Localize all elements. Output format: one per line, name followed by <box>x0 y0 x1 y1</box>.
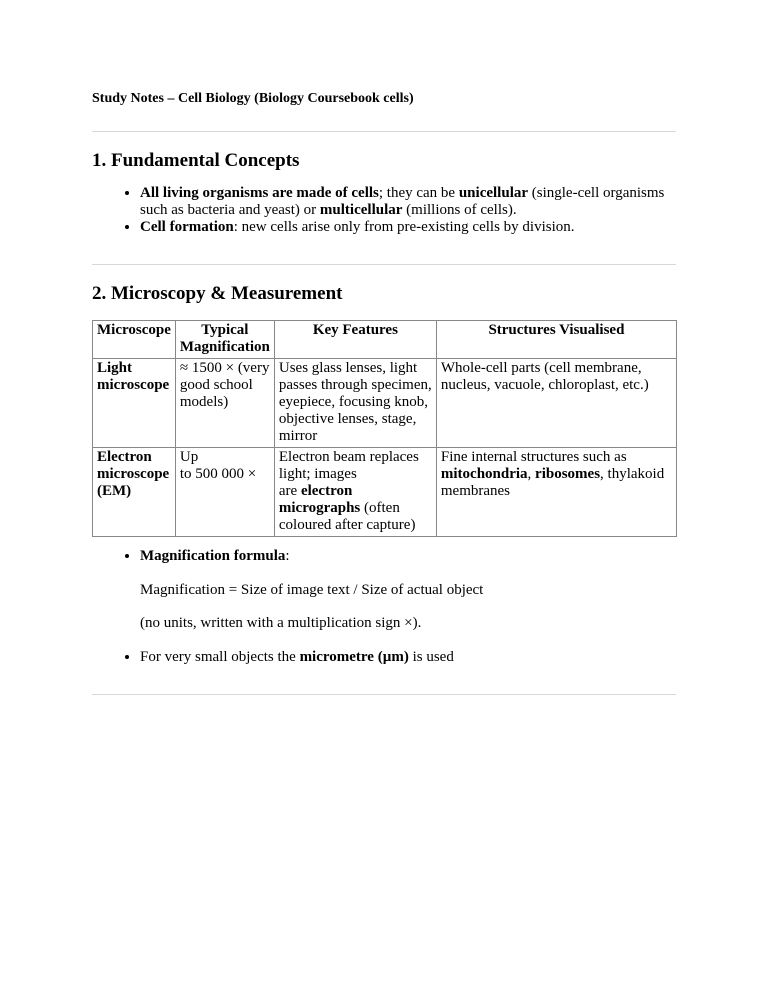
table-cell: Electron microscope (EM) <box>93 448 176 537</box>
table-cell <box>436 448 676 537</box>
section-heading-fundamentals: 1. Fundamental Concepts <box>92 150 300 171</box>
table-row <box>93 448 677 537</box>
text: ; they can be <box>378 185 459 201</box>
table-cell: Uses glass lenses, light passes through specimen, eyepiece, focusing knob, objective lenses, stage, mirror <box>274 359 436 448</box>
list-item <box>140 548 680 565</box>
bold-text: multicellular <box>319 202 403 218</box>
text: are <box>278 483 301 499</box>
magnification-formula: Magnification = Size of image text / Size of actual object <box>140 582 484 598</box>
bold-text: Cell formation <box>140 219 234 235</box>
list-item <box>140 649 680 666</box>
list-item <box>140 219 680 236</box>
table-cell: ≈ 1500 × (very good school models) <box>175 359 274 448</box>
column-header: Structures Visualised <box>436 321 676 359</box>
text: : <box>285 548 290 564</box>
divider <box>92 264 676 265</box>
text: is used <box>408 649 454 665</box>
text: , <box>527 466 536 482</box>
text: to 500 000 × <box>179 466 257 482</box>
bold-text: unicellular <box>458 185 529 201</box>
list-item <box>140 185 680 219</box>
divider <box>92 694 676 695</box>
table-cell <box>175 448 274 537</box>
column-header: Typical Magnification <box>175 321 274 359</box>
formula-note: (no units, written with a multiplication sign ×). <box>140 615 422 631</box>
table-cell: Whole-cell parts (cell membrane, nucleus, vacuole, chloroplast, etc.) <box>436 359 676 448</box>
column-header: Key Features <box>274 321 436 359</box>
bold-text: ribosomes <box>535 466 601 482</box>
text: (millions of cells). <box>402 202 517 218</box>
text: : new cells arise only from pre-existing cells by division. <box>233 219 575 235</box>
bold-text: electron micrographs <box>278 483 361 516</box>
section-heading-microscopy: 2. Microscopy & Measurement <box>92 283 343 304</box>
fundamentals-list <box>92 185 680 236</box>
measurement-list-1 <box>92 548 680 565</box>
table-row <box>93 359 677 448</box>
table-header-row <box>93 321 677 359</box>
bold-text: Magnification formula <box>140 548 286 564</box>
column-header: Microscope <box>93 321 176 359</box>
text: Up <box>179 449 199 465</box>
measurement-list-2 <box>92 649 680 666</box>
text: Electron beam replaces light; images <box>278 449 419 482</box>
divider <box>92 131 676 132</box>
text: (often coloured after capture) <box>278 500 416 533</box>
table-cell: Light microscope <box>93 359 176 448</box>
text: (single-cell organisms such as bacteria and yeast) or <box>140 185 665 218</box>
text: , thylakoid membranes <box>440 466 665 499</box>
bold-text: All living organisms are made of cells <box>140 185 379 201</box>
microscope-table <box>92 320 677 537</box>
text: For very small objects the <box>140 649 300 665</box>
table-cell <box>274 448 436 537</box>
bold-text: mitochondria <box>440 466 528 482</box>
text: Fine internal structures such as <box>440 449 627 465</box>
bold-text: micrometre (µm) <box>299 649 409 665</box>
document-title: Study Notes – Cell Biology (Biology Coursebook cells) <box>92 91 414 106</box>
